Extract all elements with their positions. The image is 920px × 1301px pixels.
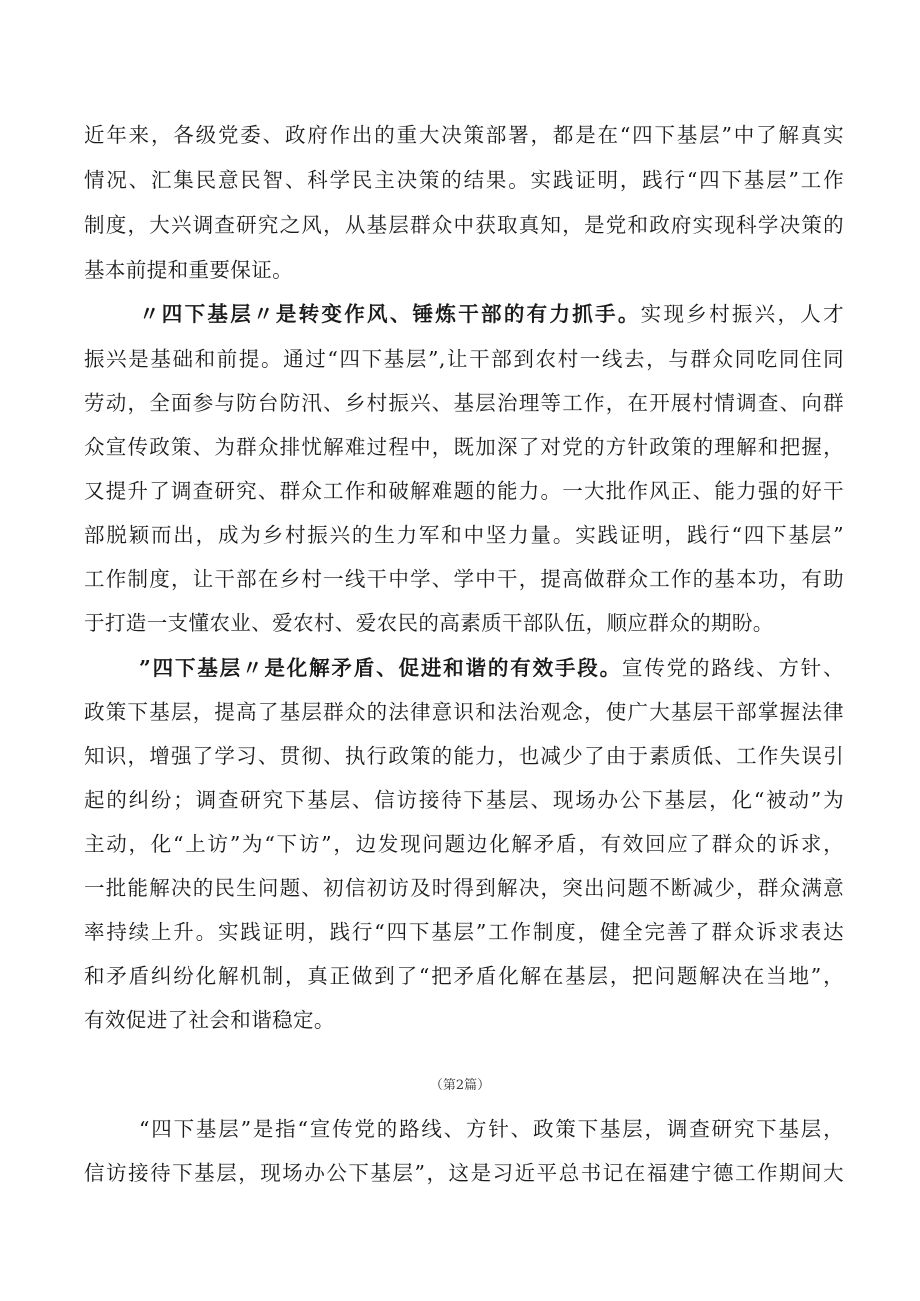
- paragraph-2-line-5: 又提升了调查研究、群众工作和破解难题的能力。一大批作风正、能力强的好干: [84, 479, 844, 503]
- paragraph-2-line-2: 振兴是基础和前提。通过“四下基层”,让干部到农村一线去，与群众同吃同住同: [84, 347, 844, 371]
- paragraph-3-line-8: 和矛盾纠纷化解机制，真正做到了“把矛盾化解在基层，把问题解决在当地”，: [84, 964, 844, 988]
- paragraph-3-line-1: [139, 654, 844, 682]
- paragraph-1-line-2: 情况、汇集民意民智、科学民主决策的结果。实践证明，践行“四下基层”工作: [84, 168, 844, 192]
- paragraph-2-heading: 〃四下基层〃是转变作风、锤炼干部的有力抓手。: [139, 302, 641, 326]
- paragraph-2-line-4: 众宣传政策、为群众排忧解难过程中，既加深了对党的方针政策的理解和把握，: [84, 435, 844, 459]
- paragraph-2-line-3: 劳动，全面参与防台防汛、乡村振兴、基层治理等工作，在开展村情调查、向群: [84, 391, 844, 415]
- paragraph-3-line-4: 起的纠纷；调查研究下基层、信访接待下基层、现场办公下基层，化“被动”为: [84, 788, 844, 812]
- paragraph-1-line-3: 制度，大兴调查研究之风，从基层群众中获取真知，是党和政府实现科学决策的: [84, 213, 844, 237]
- section-2-line-1: “四下基层”是指“宣传党的路线、方针、政策下基层，调查研究下基层，: [139, 1117, 844, 1141]
- paragraph-3-line-3: 知识，增强了学习、贯彻、执行政策的能力，也减少了由于素质低、工作失误引: [84, 744, 844, 768]
- paragraph-2-line-7: 工作制度，让干部在乡村一线干中学、学中干，提高做群众工作的基本功，有助: [84, 567, 844, 591]
- paragraph-2-first-line-rest: 实现乡村振兴，人才: [640, 302, 844, 326]
- paragraph-3-line-2: 政策下基层，提高了基层群众的法律意识和法治观念，使广大基层干部掌握法律: [84, 700, 844, 724]
- paragraph-3-heading: ”四下基层〃是化解矛盾、促进和谐的有效手段。: [139, 656, 622, 680]
- paragraph-1-line-4: 基本前提和重要保证。: [84, 258, 293, 282]
- paragraph-3-line-7: 率持续上升。实践证明，践行“四下基层”工作制度，健全完善了群众诉求表达: [84, 920, 844, 944]
- paragraph-1-line-1: 近年来，各级党委、政府作出的重大决策部署，都是在“四下基层”中了解真实: [84, 123, 844, 147]
- section-2-line-2: 信访接待下基层，现场办公下基层”，这是习近平总书记在福建宁德工作期间大: [84, 1161, 844, 1185]
- paragraph-2-line-8: 于打造一支懂农业、爱农村、爱农民的高素质干部队伍，顺应群众的期盼。: [84, 611, 774, 635]
- paragraph-3-first-line-rest: 宣传党的路线、方针、: [621, 656, 845, 680]
- paragraph-2-line-1: [139, 300, 844, 328]
- paragraph-3-line-6: 一批能解决的民生问题、初信初访及时得到解决，突出问题不断减少，群众满意: [84, 876, 844, 900]
- section-marker: （第2篇）: [429, 1078, 491, 1093]
- paragraph-2-line-6: 部脱颖而出，成为乡村振兴的生力军和中坚力量。实践证明，践行“四下基层”: [84, 523, 844, 547]
- paragraph-3-line-9: 有效促进了社会和谐稳定。: [84, 1008, 335, 1032]
- paragraph-3-line-5: 主动，化“上访”为“下访”，边发现问题边化解矛盾，有效回应了群众的诉求，: [84, 832, 844, 856]
